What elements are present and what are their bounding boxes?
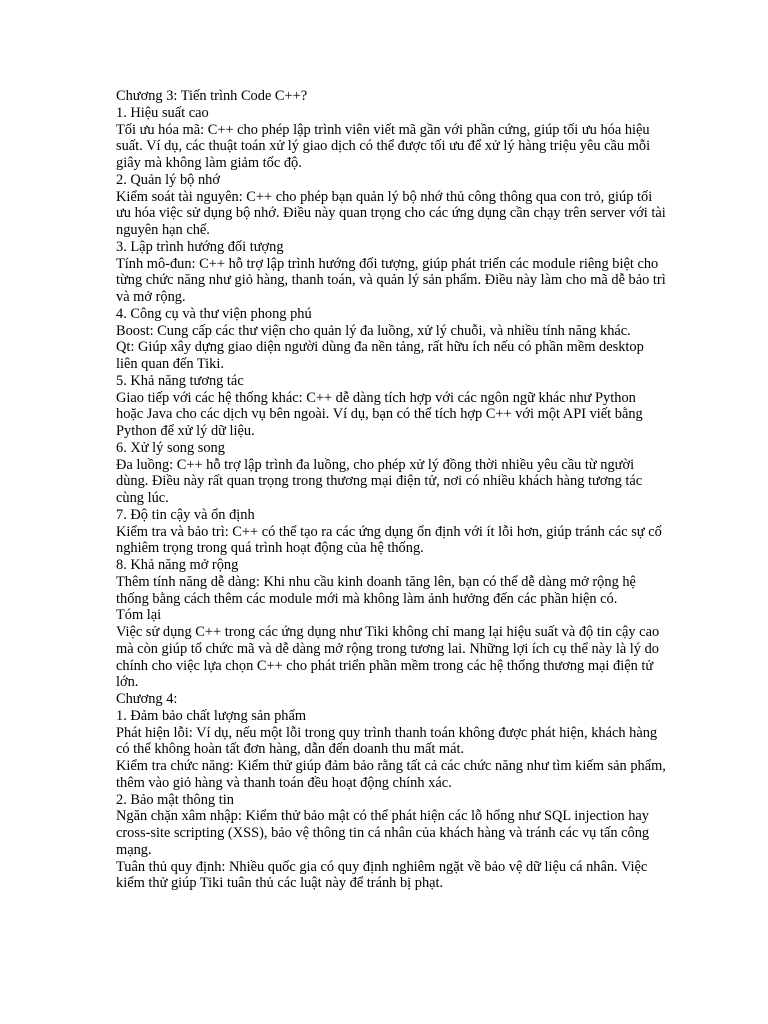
section-heading-oop: 3. Lập trình hướng đối tượng <box>116 238 284 255</box>
section-heading-quality: 1. Đảm bảo chất lượng sản phẩm <box>116 707 307 724</box>
paragraph-oop: Tính mô-đun: C++ hỗ trợ lập trình hướng đối tượng, giúp phát triển các module riêng biệt cho từng chức năng như giỏ hàng, thanh toán, và quản lý sản phẩm. Điều này làm cho mã dễ bảo trì và mở rộng. <box>116 255 666 305</box>
paragraph-performance: Tối ưu hóa mã: C++ cho phép lập trình viên viết mã gần với phần cứng, giúp tối ưu hóa hiệu suất. Ví dụ, các thuật toán xử lý giao dịch có thể được tối ưu để xử lý hàng triệu yêu cầu mỗi giây mà không làm giảm tốc độ. <box>116 121 651 171</box>
paragraph-functional-testing: Kiểm tra chức năng: Kiểm thử giúp đảm bảo rằng tất cả các chức năng như tìm kiếm sản phẩm, thêm vào giỏ hàng và thanh toán đều hoạt động chính xác. <box>116 758 666 791</box>
section-heading-security: 2. Bảo mật thông tin <box>116 791 234 808</box>
section-heading-performance: 1. Hiệu suất cao <box>116 104 209 121</box>
section-heading-scalability: 8. Khả năng mở rộng <box>116 557 239 573</box>
paragraph-memory: Kiểm soát tài nguyên: C++ cho phép bạn quản lý bộ nhớ thủ công thông qua con trỏ, giúp tối ưu hóa việc sử dụng bộ nhớ. Điều này quan trọng cho các ứng dụng cần chạy trên server với tài nguyên hạn chế. <box>116 188 666 238</box>
paragraph-intrusion-prevention: Ngăn chặn xâm nhập: Kiểm thử bảo mật có thể phát hiện các lỗ hổng như SQL injection hay cross-site scripting (XSS), bảo vệ thông tin cá nhân của khách hàng và tránh các vụ tấn công mạng. <box>116 808 650 858</box>
section-heading-libraries: 4. Công cụ và thư viện phong phú <box>116 305 312 322</box>
section-heading-interop: 5. Khả năng tương tác <box>116 372 244 389</box>
paragraph-reliability: Kiểm tra và bảo trì: C++ có thể tạo ra các ứng dụng ổn định với ít lỗi hơn, giúp tránh các sự cố nghiêm trọng trong quá trình hoạt động của hệ thống. <box>116 523 662 557</box>
paragraph-compliance: Tuân thủ quy định: Nhiều quốc gia có quy định nghiêm ngặt về bảo vệ dữ liệu cá nhân. Việc kiểm thử giúp Tiki tuân thủ các luật này để tránh bị phạt. <box>116 858 648 892</box>
summary-heading: Tóm lại <box>116 607 162 624</box>
section-heading-reliability: 7. Độ tin cậy và ổn định <box>116 506 255 523</box>
chapter-4-heading: Chương 4: <box>116 691 178 707</box>
section-heading-parallel: 6. Xử lý song song <box>116 439 225 456</box>
paragraph-bug-detection: Phát hiện lỗi: Ví dụ, nếu một lỗi trong quy trình thanh toán không được phát hiện, khách hàng có thể không hoàn tất đơn hàng, dẫn đến doanh thu mất mát. <box>116 724 658 758</box>
paragraph-interop: Giao tiếp với các hệ thống khác: C++ dễ dàng tích hợp với các ngôn ngữ khác như Python hoặc Java cho các dịch vụ bên ngoài. Ví dụ, bạn có thể tích hợp C++ với một API viết bằng Python để xử lý dữ liệu. <box>116 389 643 439</box>
paragraph-boost: Boost: Cung cấp các thư viện cho quản lý đa luồng, xử lý chuỗi, và nhiều tính năng khác. <box>116 322 631 339</box>
paragraph-qt: Qt: Giúp xây dựng giao diện người dùng đa nền tảng, rất hữu ích nếu có phần mềm desktop liên quan đến Tiki. <box>116 339 644 372</box>
document-body <box>116 88 666 892</box>
section-heading-memory: 2. Quản lý bộ nhớ <box>116 171 220 188</box>
paragraph-scalability: Thêm tính năng dễ dàng: Khi nhu cầu kinh doanh tăng lên, bạn có thể dễ dàng mở rộng hệ thống bằng cách thêm các module mới mà không làm ảnh hưởng đến các phần hiện có. <box>116 573 636 607</box>
chapter-3-heading: Chương 3: Tiến trình Code C++? <box>116 88 308 104</box>
paragraph-summary: Việc sử dụng C++ trong các ứng dụng như Tiki không chỉ mang lại hiệu suất và độ tin cậy cao mà còn giúp tổ chức mã và dễ dàng mở rộng trong tương lai. Những lợi ích cụ thể này là lý do chính cho việc lựa chọn C++ cho phát triển phần mềm trong các hệ thống thương mại điện tử lớn. <box>116 624 660 691</box>
paragraph-parallel: Đa luồng: C++ hỗ trợ lập trình đa luồng, cho phép xử lý đồng thời nhiều yêu cầu từ người dùng. Điều này rất quan trọng trong thương mại điện tử, nơi có nhiều khách hàng tương tác cùng lúc. <box>116 456 643 506</box>
